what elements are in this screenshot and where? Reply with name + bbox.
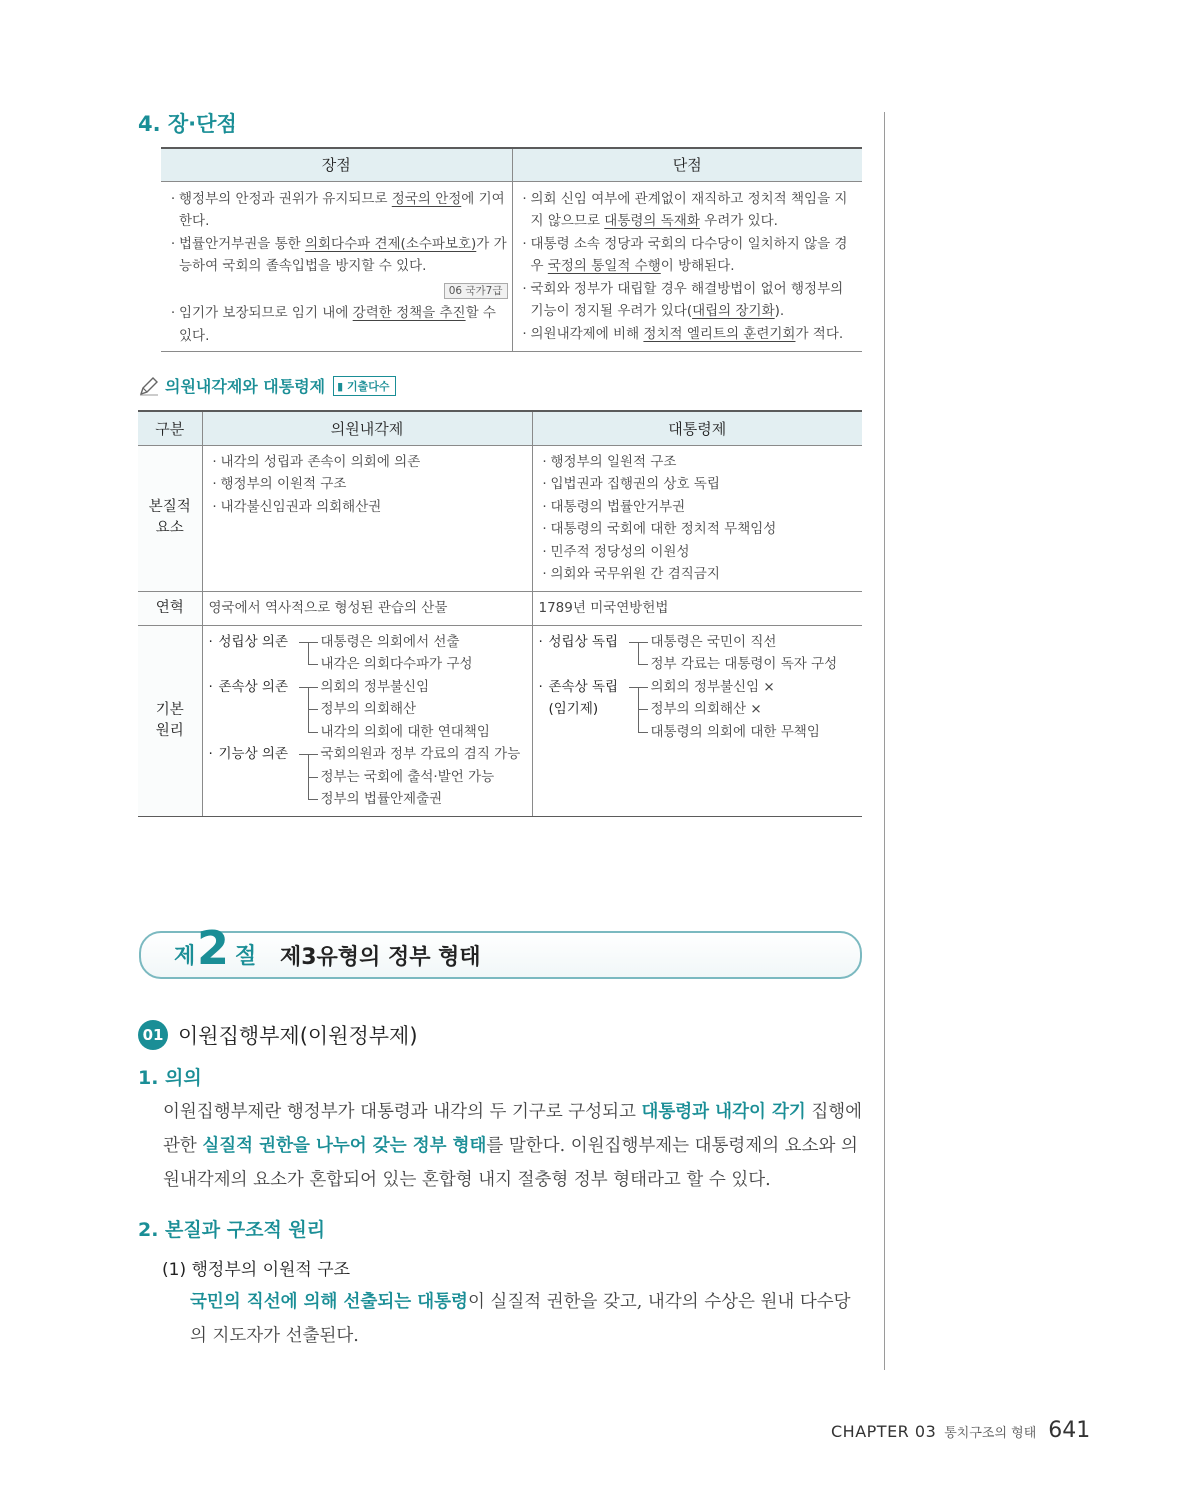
bookmark-icon: ▮ (337, 379, 344, 393)
principles-presidential (532, 625, 862, 816)
list-item: · 대통령의 법률안거부권 (542, 498, 686, 515)
chapter-section-banner: 제 2 절 제3유형의 정부 형태 (139, 931, 862, 979)
list-item: · 입법권과 집행권의 상호 독립 (542, 476, 720, 492)
column-divider-line (884, 112, 885, 1370)
principle-group: · 성립상 의존 대통령은 의회에서 선출 내각은 의회다수파가 구성 (209, 631, 526, 676)
history-presidential: 1789년 미국연방헌법 (532, 591, 862, 625)
paragraph-meaning: 이원집행부제란 행정부가 대통령과 내각의 두 기구로 구성되고 대통령과 내각이 각기 집행에 관한 실질적 권한을 나누어 갖는 정부 형태를 말한다. 이원집행부제는 대통령제의 요소와 의원내각제의 요소가 혼합되어 있는 혼합형 내지 절충형 정부 형태라고 할 수 있다. (163, 1102, 863, 1190)
list-item: · 내각의 성립과 존속이 의회에 의존 (212, 453, 421, 470)
heading-meaning: 1. 의의 (138, 1067, 202, 1089)
pros-item: · 임기가 보장되므로 임기 내에 강력한 정책을 추진할 수 있다. (170, 305, 496, 344)
exam-tag: 06 국가7급 (167, 279, 508, 302)
section-number: 2 (197, 921, 230, 975)
list-item: · 의회와 국무위원 간 겸직금지 (542, 566, 720, 582)
subsection-heading (138, 1020, 418, 1050)
list-item: · 민주적 정당성의 이원성 (542, 543, 690, 560)
section-title: 제3유형의 정부 형태 (280, 945, 481, 970)
row-label-principles: 기본 원리 (138, 625, 202, 816)
principle-group: · 기능상 의존 국회의원과 정부 각료의 겸직 가능 정부는 국회에 출석·발언 가능 정부의 법률안제출권 (209, 743, 526, 811)
pros-cons-table (161, 147, 862, 352)
list-item: · 행정부의 일원적 구조 (542, 453, 677, 470)
comparison-heading (138, 374, 396, 397)
chapter-label: CHAPTER 03 (831, 1422, 937, 1441)
comparison-title: 의원내각제와 대통령제 (165, 377, 326, 396)
principle-group: · 성립상 독립 대통령은 국민이 직선 정부 각료는 대통령이 독자 구성 (539, 631, 857, 676)
row-label-essence: 본질적 요소 (138, 445, 202, 591)
list-item: · 내각불신임권과 의회해산권 (212, 498, 382, 515)
history-parliamentary: 영국에서 역사적으로 형성된 관습의 산물 (202, 591, 532, 625)
page-number: 641 (1048, 1418, 1091, 1443)
comparison-table (138, 410, 862, 817)
paragraph-dual-structure: 국민의 직선에 의해 선출되는 대통령이 실질적 권한을 갖고, 내각의 수상은 원내 다수당의 지도자가 선출된다. (190, 1292, 851, 1346)
heading-essence: 2. 본질과 구조적 원리 (138, 1219, 326, 1241)
section-heading-pros-cons: 4. 장·단점 (138, 112, 237, 136)
cons-item: · 대통령 소속 정당과 국회의 다수당이 일치하지 않을 경우 국정의 통일적 수행이 방해된다. (522, 235, 848, 274)
list-item: · 행정부의 이원적 구조 (212, 476, 347, 492)
pros-item: · 행정부의 안정과 권위가 유지되므로 정국의 안정에 기여한다. (170, 190, 505, 229)
principles-parliamentary (202, 625, 532, 816)
cons-header: 단점 (512, 148, 862, 181)
pencil-icon (138, 375, 160, 397)
essence-parliamentary (202, 445, 532, 591)
cons-cell (512, 181, 862, 352)
subsection-title: 이원집행부제(이원정부제) (178, 1024, 418, 1048)
page-footer (831, 1418, 1090, 1443)
essence-presidential (532, 445, 862, 591)
subheading-dual-structure: (1) 행정부의 이원적 구조 (162, 1260, 351, 1280)
pros-cell (161, 181, 512, 352)
subsection-number-badge: 01 (138, 1020, 168, 1050)
chapter-name: 통치구조의 형태 (944, 1426, 1037, 1441)
frequent-exam-badge: ▮ 기출다수 (333, 376, 395, 396)
principle-group: · 존속상 독립 (임기제) 의회의 정부불신임 × 정부의 의회해산 × 대통령의 의회에 대한 무책임 (539, 676, 857, 744)
col-header-parliamentary: 의원내각제 (202, 411, 532, 445)
pros-header: 장점 (161, 148, 512, 181)
pros-item: · 법률안거부권을 통한 의회다수파 견제(소수파보호)가 가능하여 국회의 졸속입법을 방지할 수 있다. (170, 235, 507, 274)
cons-item: · 의원내각제에 비해 정치적 엘리트의 훈련기회가 적다. (522, 325, 844, 342)
col-header-category: 구분 (138, 411, 202, 445)
row-label-history: 연혁 (138, 591, 202, 625)
list-item: · 대통령의 국회에 대한 정치적 무책임성 (542, 521, 777, 537)
cons-item: · 국회와 정부가 대립할 경우 해결방법이 없어 행정부의 기능이 정지될 우려가 있다(대립의 장기화). (522, 280, 844, 319)
principle-group: · 존속상 의존 의회의 정부불신임 정부의 의회해산 내각의 의회에 대한 연대책임 (209, 676, 526, 744)
cons-item: · 의회 신임 여부에 관계없이 재직하고 정치적 책임을 지지 않으므로 대통령의 독재화 우려가 있다. (522, 190, 848, 229)
col-header-presidential: 대통령제 (532, 411, 862, 445)
